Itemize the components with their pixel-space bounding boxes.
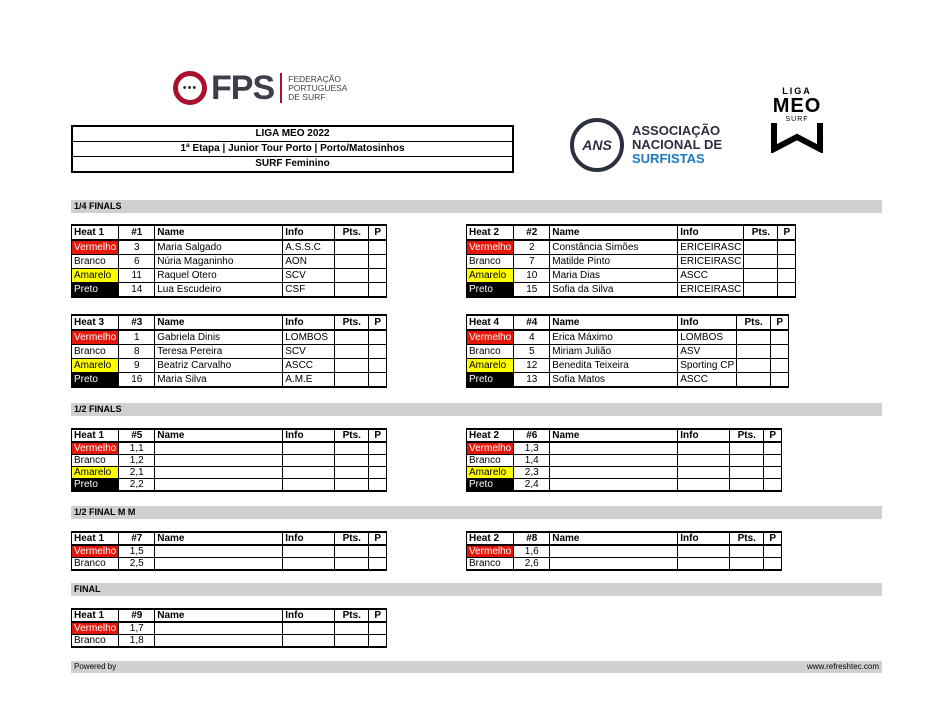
heat-label: Heat 1 <box>72 225 119 240</box>
heat-label: Heat 1 <box>72 429 119 442</box>
points-cell <box>730 479 764 492</box>
seed-number: 7 <box>514 255 550 269</box>
seed-number: 1,6 <box>514 545 550 558</box>
jersey-color: Vermelho <box>72 240 119 255</box>
surfer-name: Lua Escudeiro <box>155 283 283 298</box>
surfer-name <box>550 467 678 479</box>
jersey-color: Preto <box>467 373 514 388</box>
surfer-club <box>283 545 335 558</box>
heat-row <box>72 330 387 345</box>
seed-number: 1,1 <box>119 442 155 455</box>
col-p-header: P <box>369 429 387 442</box>
heat-number: #2 <box>514 225 550 240</box>
heat-row <box>467 373 789 388</box>
heat-row <box>72 558 387 571</box>
points-cell <box>744 269 778 283</box>
surfer-name: Gabriela Dinis <box>155 330 283 345</box>
surfer-name: Erica Máximo <box>550 330 678 345</box>
heat-row <box>467 345 789 359</box>
col-pts-header: Pts. <box>335 609 369 622</box>
position-cell <box>369 455 387 467</box>
heat-row <box>467 269 796 283</box>
heat-row <box>467 442 782 455</box>
points-cell <box>335 622 369 635</box>
points-cell <box>335 545 369 558</box>
col-p-header: P <box>369 532 387 545</box>
points-cell <box>335 330 369 345</box>
surfer-club: A.S.S.C <box>283 240 335 255</box>
jersey-color: Vermelho <box>72 622 119 635</box>
surfer-name: Sofia Matos <box>550 373 678 388</box>
col-p-header: P <box>369 225 387 240</box>
seed-number: 12 <box>514 359 550 373</box>
heat-label: Heat 1 <box>72 532 119 545</box>
position-cell <box>369 255 387 269</box>
position-cell <box>369 479 387 492</box>
heat-number: #9 <box>119 609 155 622</box>
points-cell <box>730 545 764 558</box>
position-cell <box>764 442 782 455</box>
jersey-color: Branco <box>467 558 514 571</box>
position-cell <box>369 373 387 388</box>
surfer-club <box>283 558 335 571</box>
position-cell <box>778 240 796 255</box>
col-p-header: P <box>369 609 387 622</box>
points-cell <box>737 373 771 388</box>
jersey-color: Branco <box>72 558 119 571</box>
col-p-header: P <box>764 429 782 442</box>
surfer-club <box>283 455 335 467</box>
position-cell <box>369 330 387 345</box>
heat-number: #4 <box>514 315 550 330</box>
col-name-header: Name <box>155 532 283 545</box>
position-cell <box>764 455 782 467</box>
jersey-color: Branco <box>72 345 119 359</box>
points-cell <box>335 558 369 571</box>
page-footer <box>71 661 882 673</box>
col-name-header: Name <box>550 429 678 442</box>
event-category: SURF Feminino <box>255 158 330 169</box>
heat-row <box>467 545 782 558</box>
points-cell <box>335 373 369 388</box>
section-final: FINAL <box>71 583 882 596</box>
meo-banner-icon <box>770 123 824 153</box>
heat-label: Heat 2 <box>467 532 514 545</box>
surfer-club <box>678 558 730 571</box>
seed-number: 2,3 <box>514 467 550 479</box>
surfer-name: Maria Salgado <box>155 240 283 255</box>
points-cell <box>730 455 764 467</box>
points-cell <box>737 330 771 345</box>
surfer-club: SCV <box>283 345 335 359</box>
heat-row <box>467 558 782 571</box>
seed-number: 1,4 <box>514 455 550 467</box>
surfer-name: Teresa Pereira <box>155 345 283 359</box>
surfer-club: A.M.E <box>283 373 335 388</box>
surfer-name: Raquel Otero <box>155 269 283 283</box>
jersey-color: Amarelo <box>467 359 514 373</box>
position-cell <box>369 467 387 479</box>
col-pts-header: Pts. <box>737 315 771 330</box>
jersey-color: Vermelho <box>72 330 119 345</box>
points-cell <box>335 269 369 283</box>
points-cell <box>335 255 369 269</box>
jersey-color: Preto <box>467 479 514 492</box>
jersey-color: Vermelho <box>467 240 514 255</box>
heat-table <box>71 531 387 571</box>
surfer-name <box>155 558 283 571</box>
heat-row <box>467 359 789 373</box>
points-cell <box>335 479 369 492</box>
surfer-name <box>155 479 283 492</box>
col-pts-header: Pts. <box>335 429 369 442</box>
surfer-name: Benedita Teixeira <box>550 359 678 373</box>
surfer-club: CSF <box>283 283 335 298</box>
heat-number: #7 <box>119 532 155 545</box>
jersey-color: Branco <box>467 345 514 359</box>
heat-row <box>72 359 387 373</box>
position-cell <box>369 269 387 283</box>
jersey-color: Amarelo <box>467 467 514 479</box>
jersey-color: Amarelo <box>72 467 119 479</box>
seed-number: 13 <box>514 373 550 388</box>
event-title: LIGA MEO 2022 <box>73 127 512 142</box>
section-semi-finals: 1/2 FINALS <box>71 403 882 416</box>
surfer-club <box>678 545 730 558</box>
fps-logo-subtitle: FEDERAÇÃO PORTUGUESA DE SURF <box>288 73 348 102</box>
heat-row <box>467 330 789 345</box>
heat-table <box>466 224 796 298</box>
heat-row <box>467 479 782 492</box>
position-cell <box>369 545 387 558</box>
points-cell <box>737 345 771 359</box>
jersey-color: Amarelo <box>72 359 119 373</box>
position-cell <box>764 558 782 571</box>
position-cell <box>369 635 387 648</box>
position-cell <box>778 283 796 298</box>
position-cell <box>764 545 782 558</box>
surfer-name: Beatriz Carvalho <box>155 359 283 373</box>
heat-label: Heat 3 <box>72 315 119 330</box>
position-cell <box>771 345 789 359</box>
seed-number: 1,5 <box>119 545 155 558</box>
event-subtitle: 1ª Etapa | Junior Tour Porto | Porto/Matosinhos <box>73 142 512 157</box>
surfer-club: AON <box>283 255 335 269</box>
jersey-color: Preto <box>72 479 119 492</box>
heat-row <box>72 442 387 455</box>
jersey-color: Branco <box>467 455 514 467</box>
heat-row <box>72 345 387 359</box>
col-name-header: Name <box>155 429 283 442</box>
seed-number: 16 <box>119 373 155 388</box>
position-cell <box>369 240 387 255</box>
position-cell <box>764 479 782 492</box>
seed-number: 2,1 <box>119 467 155 479</box>
heat-label: Heat 2 <box>467 225 514 240</box>
seed-number: 1,8 <box>119 635 155 648</box>
heat-row <box>72 455 387 467</box>
surfer-name: Sofia da Silva <box>550 283 678 298</box>
heat-number: #6 <box>514 429 550 442</box>
col-p-header: P <box>369 315 387 330</box>
surfer-club: ASCC <box>678 269 744 283</box>
surfer-club <box>678 455 730 467</box>
jersey-color: Branco <box>72 255 119 269</box>
position-cell <box>771 373 789 388</box>
points-cell <box>744 255 778 269</box>
heat-number: #1 <box>119 225 155 240</box>
points-cell <box>737 359 771 373</box>
heat-table <box>71 224 387 298</box>
position-cell <box>771 359 789 373</box>
points-cell <box>730 442 764 455</box>
heat-number: #5 <box>119 429 155 442</box>
col-info-header: Info <box>283 315 335 330</box>
seed-number: 1,3 <box>514 442 550 455</box>
jersey-color: Amarelo <box>72 269 119 283</box>
points-cell <box>335 345 369 359</box>
col-name-header: Name <box>550 225 678 240</box>
surfer-club <box>678 442 730 455</box>
jersey-color: Branco <box>467 255 514 269</box>
position-cell <box>778 269 796 283</box>
col-p-header: P <box>764 532 782 545</box>
position-cell <box>764 467 782 479</box>
seed-number: 1,7 <box>119 622 155 635</box>
position-cell <box>778 255 796 269</box>
ans-logo <box>570 118 722 172</box>
heat-row <box>72 467 387 479</box>
seed-number: 2,5 <box>119 558 155 571</box>
col-info-header: Info <box>283 609 335 622</box>
position-cell <box>369 345 387 359</box>
points-cell <box>730 467 764 479</box>
points-cell <box>335 283 369 298</box>
heat-row <box>72 545 387 558</box>
heat-row <box>72 255 387 269</box>
col-pts-header: Pts. <box>730 429 764 442</box>
surfer-club <box>283 442 335 455</box>
points-cell <box>744 240 778 255</box>
col-p-header: P <box>778 225 796 240</box>
surfer-club: ASV <box>678 345 737 359</box>
heat-table <box>466 314 789 388</box>
surfer-name: Matilde Pinto <box>550 255 678 269</box>
col-p-header: P <box>771 315 789 330</box>
section-quarter-finals: 1/4 FINALS <box>71 200 882 213</box>
points-cell <box>335 240 369 255</box>
heat-row <box>72 373 387 388</box>
surfer-name: Miriam Julião <box>550 345 678 359</box>
points-cell <box>730 558 764 571</box>
surfer-name <box>550 558 678 571</box>
ans-emblem-icon: ANS <box>570 118 624 172</box>
heat-label: Heat 2 <box>467 429 514 442</box>
points-cell <box>335 635 369 648</box>
seed-number: 6 <box>119 255 155 269</box>
surfer-name <box>155 622 283 635</box>
points-cell <box>335 467 369 479</box>
jersey-color: Branco <box>72 455 119 467</box>
points-cell <box>335 455 369 467</box>
heat-table <box>71 428 387 492</box>
heat-row <box>467 283 796 298</box>
footer-powered-by: Powered by <box>74 662 117 671</box>
surfer-name <box>155 455 283 467</box>
seed-number: 11 <box>119 269 155 283</box>
col-info-header: Info <box>283 429 335 442</box>
jersey-color: Vermelho <box>72 545 119 558</box>
heat-table <box>466 531 782 571</box>
seed-number: 4 <box>514 330 550 345</box>
col-name-header: Name <box>155 225 283 240</box>
surfer-club <box>678 467 730 479</box>
seed-number: 10 <box>514 269 550 283</box>
col-name-header: Name <box>155 315 283 330</box>
surfer-club: SCV <box>283 269 335 283</box>
heat-label: Heat 1 <box>72 609 119 622</box>
surfer-name: Maria Dias <box>550 269 678 283</box>
position-cell <box>771 330 789 345</box>
jersey-color: Vermelho <box>467 330 514 345</box>
position-cell <box>369 442 387 455</box>
col-info-header: Info <box>678 532 730 545</box>
jersey-color: Branco <box>72 635 119 648</box>
surfer-club: ASCC <box>678 373 737 388</box>
heat-table <box>71 608 387 648</box>
ans-logo-text: ASSOCIAÇÃO NACIONAL DE SURFISTAS <box>632 123 723 166</box>
col-name-header: Name <box>155 609 283 622</box>
fps-logo <box>173 68 347 108</box>
col-info-header: Info <box>678 429 730 442</box>
surfer-club: ERICEIRASC <box>678 255 744 269</box>
position-cell <box>369 283 387 298</box>
seed-number: 9 <box>119 359 155 373</box>
surfer-club <box>283 467 335 479</box>
seed-number: 15 <box>514 283 550 298</box>
seed-number: 2,4 <box>514 479 550 492</box>
heat-row <box>72 479 387 492</box>
seed-number: 2,6 <box>514 558 550 571</box>
col-info-header: Info <box>283 225 335 240</box>
col-pts-header: Pts. <box>335 532 369 545</box>
seed-number: 1,2 <box>119 455 155 467</box>
jersey-color: Vermelho <box>467 442 514 455</box>
col-info-header: Info <box>678 315 737 330</box>
heat-row <box>72 269 387 283</box>
jersey-color: Vermelho <box>467 545 514 558</box>
surfer-name: Maria Silva <box>155 373 283 388</box>
col-info-header: Info <box>678 225 744 240</box>
seed-number: 1 <box>119 330 155 345</box>
col-name-header: Name <box>550 315 678 330</box>
col-pts-header: Pts. <box>730 532 764 545</box>
surfer-name <box>155 467 283 479</box>
surfer-name <box>550 455 678 467</box>
surfer-club: ASCC <box>283 359 335 373</box>
seed-number: 5 <box>514 345 550 359</box>
heat-row <box>72 635 387 648</box>
surfer-name <box>155 545 283 558</box>
surfer-club: Sporting CP <box>678 359 737 373</box>
heat-row <box>72 240 387 255</box>
heat-row <box>72 622 387 635</box>
points-cell <box>335 442 369 455</box>
seed-number: 8 <box>119 345 155 359</box>
heat-row <box>467 455 782 467</box>
surfer-name <box>550 442 678 455</box>
surfer-club: ERICEIRASC <box>678 283 744 298</box>
col-name-header: Name <box>550 532 678 545</box>
surfer-club: LOMBOS <box>678 330 737 345</box>
section-semi-final-mm: 1/2 FINAL M M <box>71 506 882 519</box>
heat-table <box>71 314 387 388</box>
seed-number: 2,2 <box>119 479 155 492</box>
surfer-name <box>155 635 283 648</box>
col-pts-header: Pts. <box>335 225 369 240</box>
seed-number: 3 <box>119 240 155 255</box>
seed-number: 2 <box>514 240 550 255</box>
footer-website: www.refreshtec.com <box>806 662 879 671</box>
heat-number: #3 <box>119 315 155 330</box>
points-cell <box>744 283 778 298</box>
seed-number: 14 <box>119 283 155 298</box>
fps-logo-text: FPS <box>211 68 275 107</box>
position-cell <box>369 359 387 373</box>
jersey-color: Preto <box>467 283 514 298</box>
surfer-name: Constância Simões <box>550 240 678 255</box>
heat-label: Heat 4 <box>467 315 514 330</box>
jersey-color: Preto <box>72 373 119 388</box>
surfer-name <box>155 442 283 455</box>
jersey-color: Preto <box>72 283 119 298</box>
heat-row <box>467 240 796 255</box>
heat-table <box>466 428 782 492</box>
surfer-club <box>283 622 335 635</box>
surfer-club <box>678 479 730 492</box>
jersey-color: Vermelho <box>72 442 119 455</box>
points-cell <box>335 359 369 373</box>
surfer-name <box>550 479 678 492</box>
heat-row <box>467 255 796 269</box>
surfer-club <box>283 635 335 648</box>
jersey-color: Amarelo <box>467 269 514 283</box>
fps-emblem-icon: ••• <box>173 71 207 105</box>
position-cell <box>369 558 387 571</box>
position-cell <box>369 622 387 635</box>
surfer-club <box>283 479 335 492</box>
heat-row <box>72 283 387 298</box>
surfer-club: ERICEIRASC <box>678 240 744 255</box>
event-title-box <box>71 125 514 173</box>
heat-row <box>467 467 782 479</box>
surfer-club: LOMBOS <box>283 330 335 345</box>
surfer-name <box>550 545 678 558</box>
heat-number: #8 <box>514 532 550 545</box>
col-pts-header: Pts. <box>744 225 778 240</box>
liga-meo-logo: LIGA MEO SURF <box>770 86 824 164</box>
col-pts-header: Pts. <box>335 315 369 330</box>
surfer-name: Núria Maganinho <box>155 255 283 269</box>
col-info-header: Info <box>283 532 335 545</box>
